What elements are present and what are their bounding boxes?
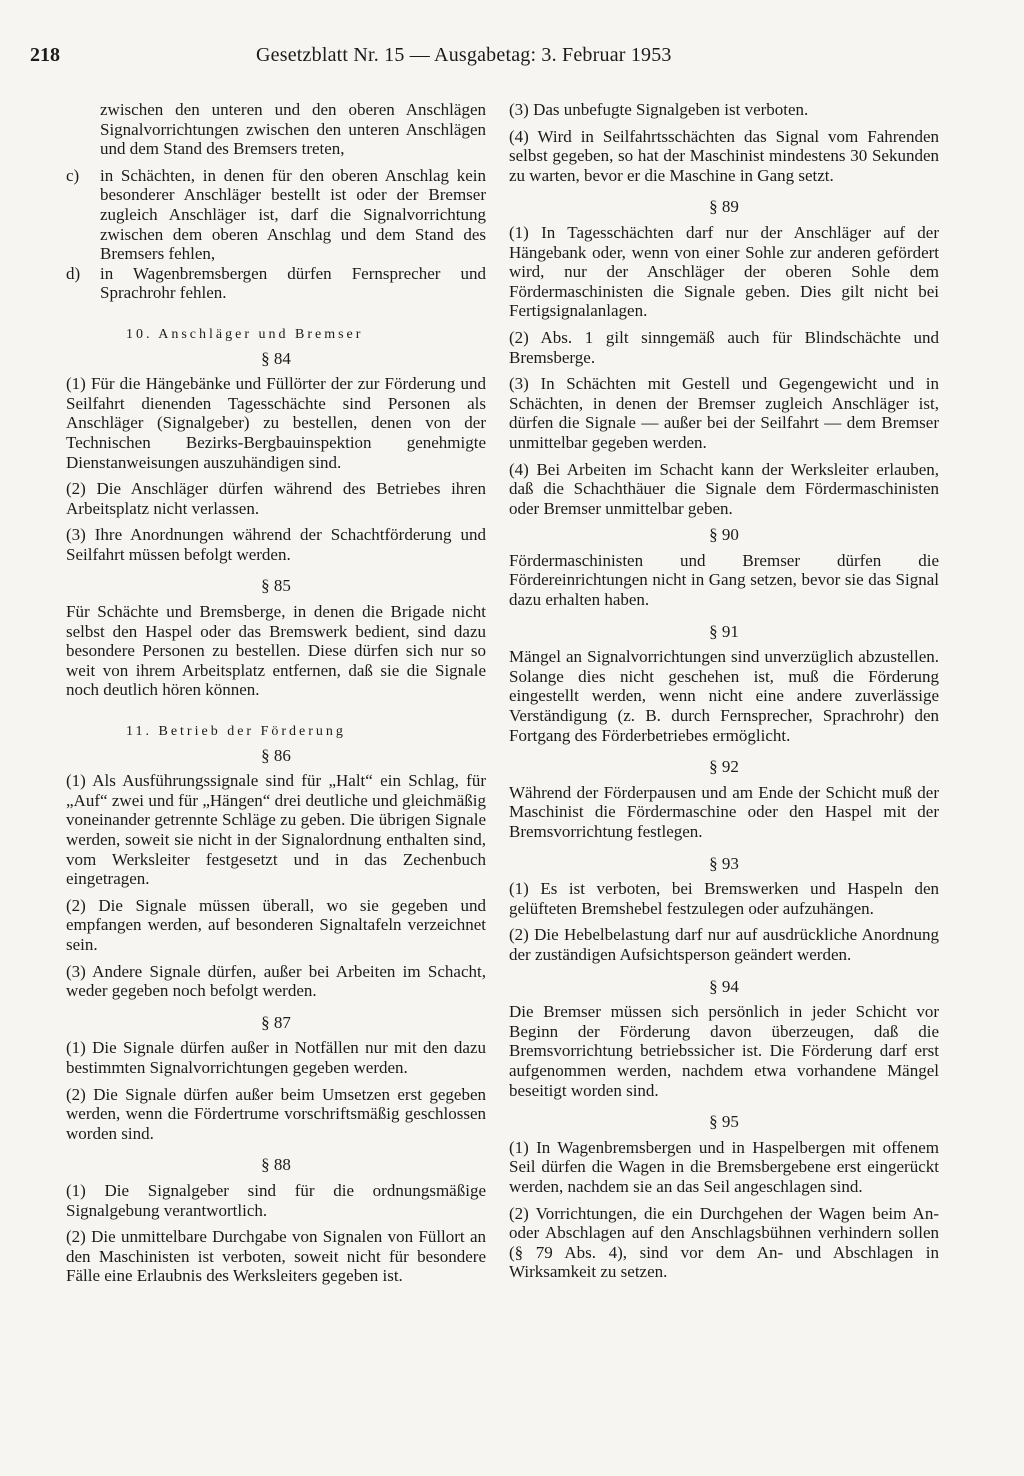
paragraph: (4) Bei Arbeiten im Schacht kann der Werksleiter erlauben, daß die Schachthäuer die Signale dem Fördermaschinisten oder Bremser unmittelbar geben. — [509, 459, 939, 518]
paragraph-heading: § 86 — [261, 745, 291, 765]
paragraph: (2) Die unmittelbare Durchgabe von Signalen von Füllort an den Maschinisten ist verboten, soweit nicht für besondere Fälle eine Erlaubnis des Werksleiters gegeben ist. — [66, 1227, 486, 1286]
paragraph: (1) Die Signalgeber sind für die ordnungsmäßige Signalgebung verantwortlich. — [66, 1180, 486, 1220]
paragraph: (2) Die Hebelbelastung darf nur auf ausdrückliche Anordnung der zuständigen Aufsichtsperson geändert werden. — [509, 925, 939, 964]
section-heading: 10. Anschläger und Bremser — [126, 326, 364, 342]
list-item — [66, 264, 486, 303]
paragraph-heading: § 95 — [709, 1112, 739, 1132]
paragraph: (2) Abs. 1 gilt sinngemäß auch für Blindschächte und Bremsberge. — [509, 327, 939, 367]
paragraph: (1) Für die Hängebänke und Füllörter der zur Förderung und Seilfahrt dienenden Tagesschächte sind Personen als Anschläger (Signalgeber) zu bestellen, denen von der Technischen Bezirks-Bergbauinspektion genehmigte Dienstanweisungen auszuhändigen sind. — [66, 374, 486, 472]
list-item-b-continuation: zwischen den unteren und den oberen Anschlägen Signalvorrichtungen zwischen den unteren Anschlägen und dem Stand des Bremsers treten, — [100, 100, 486, 159]
paragraph: (1) Als Ausführungssignale sind für „Halt“ ein Schlag, für „Auf“ zwei und für „Hängen“ drei deutliche und gleichmäßig voneinander getrennte Schläge zu geben. Die übrigen Signale werden, soweit sie nicht in der Signalordnung enthalten sind, vom Werksleiter festgesetzt und in das Zechenbuch eingetragen. — [66, 771, 486, 889]
paragraph-heading: § 89 — [709, 197, 739, 217]
paragraph: Während der Förderpausen und am Ende der Schicht muß der Maschinist die Fördermaschine oder den Haspel mit der Bremsvorrichtung festlegen. — [509, 782, 939, 841]
paragraph: Die Bremser müssen sich persönlich in jeder Schicht vor Beginn der Förderung davon überzeugen, daß die Bremsvorrichtung betriebssicher ist. Die Förderung darf erst aufgenommen werden, nachdem etwa vorhandene Mängel beseitigt worden sind. — [509, 1002, 939, 1100]
paragraph-heading: § 84 — [261, 348, 291, 368]
paragraph: (1) In Tagesschächten darf nur der Anschläger auf der Hängebank oder, wenn von einer Sohle zur anderen gefördert wird, nur der Anschläger der oberen Sohle dem Fördermaschinisten die Signale geben. Dies gilt nicht bei Fertigsignalanlagen. — [509, 222, 939, 321]
paragraph: (1) Es ist verboten, bei Bremswerken und Haspeln den gelüfteten Bremshebel festzulegen oder aufzuhängen. — [509, 879, 939, 918]
right-column — [509, 100, 939, 1289]
left-column — [66, 100, 486, 1293]
paragraph: (2) Die Signale dürfen außer beim Umsetzen erst gegeben werden, wenn die Fördertrume vorschriftsmäßig geschlossen worden sind. — [66, 1084, 486, 1143]
list-marker: c) — [66, 165, 80, 185]
paragraph: (3) In Schächten mit Gestell und Gegengewicht und in Schächten, in denen der Bremser zugleich Anschläger ist, dürfen die Signale — außer bei der Seilfahrt — dem Bremser unmittelbar gegeben werden. — [509, 374, 939, 452]
paragraph: (3) Andere Signale dürfen, außer bei Arbeiten im Schacht, weder gegeben noch befolgt werden. — [66, 961, 486, 1001]
paragraph: Mängel an Signalvorrichtungen sind unverzüglich abzustellen. Solange dies nicht geschehen ist, muß die Förderung eingestellt werden, wenn nicht eine andere zuverlässige Verständigung (z. B. durch Fernsprecher, Sprachrohr) den Fortgang des Förderbetriebes ermöglicht. — [509, 647, 939, 745]
paragraph-heading: § 90 — [709, 525, 739, 545]
paragraph: (3) Das unbefugte Signalgeben ist verboten. — [509, 100, 809, 119]
page-number: 218 — [30, 44, 60, 66]
paragraph-heading: § 88 — [261, 1155, 291, 1175]
paragraph: (2) Die Signale müssen überall, wo sie gegeben und empfangen werden, auf besonderen Signaltafeln verzeichnet sein. — [66, 895, 486, 954]
paragraph-heading: § 91 — [709, 621, 739, 641]
list-item-text: in Wagenbremsbergen dürfen Fernsprecher und Sprachrohr fehlen. — [100, 263, 486, 303]
paragraph: (1) In Wagenbremsbergen und in Haspelbergen mit offenem Seil dürfen die Wagen in die Bremsbergebene erst eingerückt werden, nachdem sie an das Seil angeschlagen sind. — [509, 1137, 939, 1196]
paragraph-heading: § 93 — [709, 853, 739, 873]
paragraph: (2) Vorrichtungen, die ein Durchgehen der Wagen beim An- oder Abschlagen auf den Anschlagsbühnen verhindern sollen (§ 79 Abs. 4), sind vor dem An- und Abschlagen in Wirksamkeit zu setzen. — [509, 1203, 939, 1282]
paragraph-heading: § 94 — [709, 976, 739, 996]
paragraph-heading: § 92 — [709, 757, 739, 777]
page-header — [30, 44, 744, 67]
paragraph: Fördermaschinisten und Bremser dürfen die Fördereinrichtungen nicht in Gang setzen, bevor sie das Signal dazu erhalten haben. — [509, 550, 939, 610]
list-item — [66, 166, 486, 264]
paragraph-heading: § 87 — [261, 1012, 291, 1032]
section-heading: 11. Betrieb der Förderung — [126, 724, 346, 740]
paragraph: Für Schächte und Bremsberge, in denen die Brigade nicht selbst den Haspel oder das Bremswerk bedient, sind dazu besondere Personen zu bestellen. Diese dürfen sich nur so weit von ihrem Arbeitsplatz entfernen, daß sie die Signale noch deutlich hören können. — [66, 602, 486, 700]
list-marker: d) — [66, 263, 81, 283]
paragraph: (4) Wird in Seilfahrtsschächten das Signal vom Fahrenden selbst gegeben, so hat der Maschinist mindestens 30 Sekunden zu warten, bevor er die Maschine in Gang setzt. — [509, 126, 939, 185]
paragraph: (2) Die Anschläger dürfen während des Betriebes ihren Arbeitsplatz nicht verlassen. — [66, 479, 486, 518]
list-item-text: in Schächten, in denen für den oberen Anschlag kein besonderer Anschläger bestellt ist oder der Bremser zugleich Anschläger ist, darf die Signalvorrichtung zwischen dem oberen Anschlag und dem Stand des Bremsers fehlen, — [100, 165, 486, 264]
paragraph: (1) Die Signale dürfen außer in Notfällen nur mit den dazu bestimmten Signalvorrichtungen gegeben werden. — [66, 1038, 486, 1077]
paragraph: (3) Ihre Anordnungen während der Schachtförderung und Seilfahrt müssen befolgt werden. — [66, 525, 486, 564]
paragraph-heading: § 85 — [261, 576, 291, 596]
page-title: Gesetzblatt Nr. 15 — Ausgabetag: 3. Februar 1953 — [256, 44, 672, 66]
